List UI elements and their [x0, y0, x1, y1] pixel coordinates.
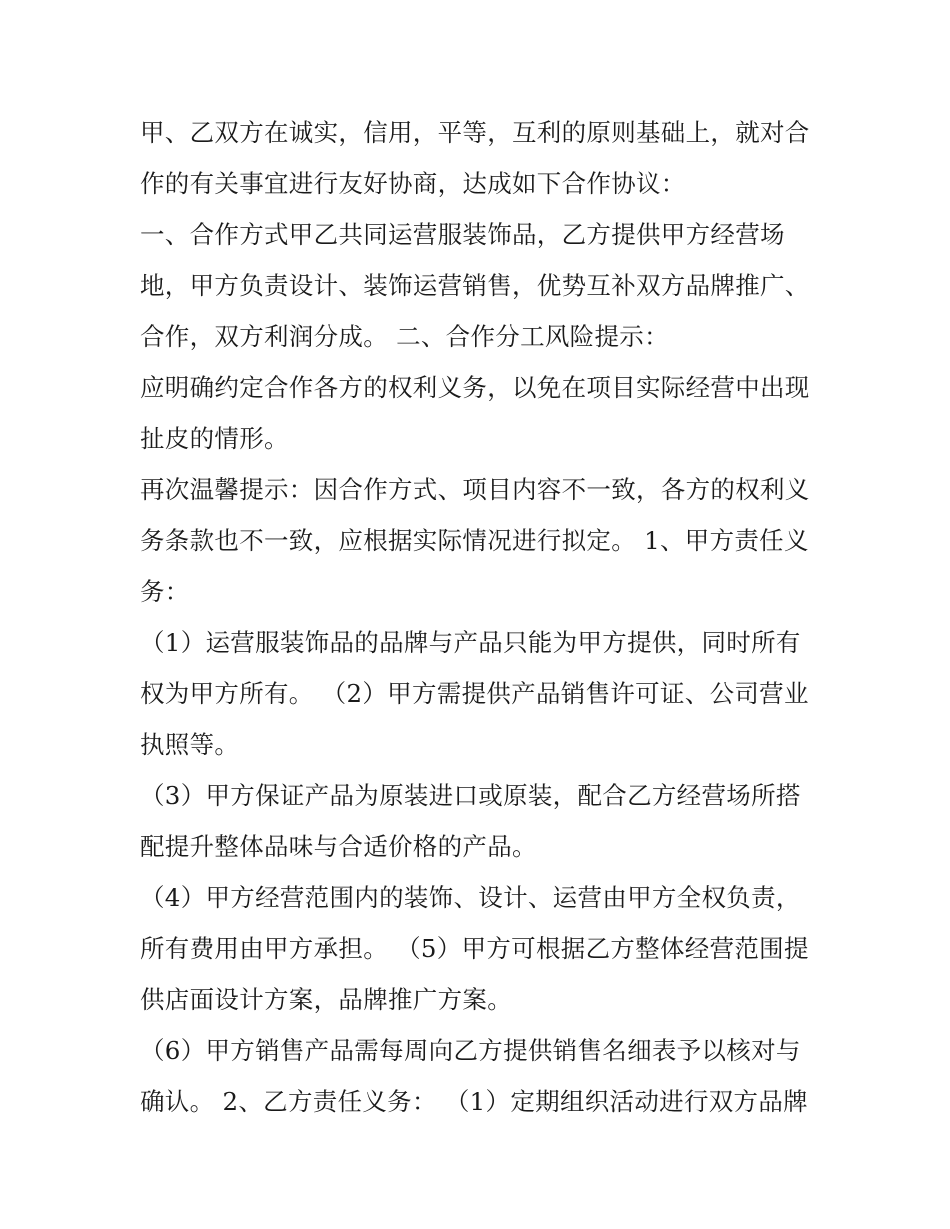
text-line-9: 务条款也不一致，应根据实际情况进行拟定。 1、甲方责任义	[140, 526, 809, 555]
text-line-18: 供店面设计方案，品牌推广方案。	[140, 985, 512, 1014]
text-line-14: （3）甲方保证产品为原装进口或原装，配合乙方经营场所搭	[140, 781, 801, 810]
text-line-15: 配提升整体品味与合适价格的产品。	[140, 832, 537, 861]
text-line-3: 一、合作方式甲乙共同运营服装饰品，乙方提供甲方经营场	[140, 220, 785, 249]
text-line-17: 所有费用由甲方承担。 （5）甲方可根据乙方整体经营范围提	[140, 934, 809, 963]
text-line-11: （1）运营服装饰品的品牌与产品只能为甲方提供，同时所有	[140, 628, 801, 657]
text-line-6: 应明确约定合作各方的权利义务，以免在项目实际经营中出现	[140, 373, 810, 402]
text-line-5: 合作，双方利润分成。 二、合作分工风险提示：	[140, 322, 669, 351]
agreement-body-text	[140, 107, 820, 1127]
text-line-8: 再次温馨提示：因合作方式、项目内容不一致，各方的权利义	[140, 475, 810, 504]
text-line-1: 甲、乙双方在诚实，信用，平等，互利的原则基础上，就对合	[140, 118, 810, 147]
text-line-13: 执照等。	[140, 730, 240, 759]
text-line-19: （6）甲方销售产品需每周向乙方提供销售名细表予以核对与	[140, 1036, 801, 1065]
text-line-7: 扯皮的情形。	[140, 424, 289, 453]
text-line-2: 作的有关事宜进行友好协商，达成如下合作协议：	[140, 169, 686, 198]
text-line-20: 确认。 2、乙方责任义务： （1）定期组织活动进行双方品牌	[140, 1087, 808, 1116]
text-line-16: （4）甲方经营范围内的装饰、设计、运营由甲方全权负责，	[140, 883, 801, 912]
text-line-4: 地，甲方负责设计、装饰运营销售，优势互补双方品牌推广、	[140, 271, 810, 300]
text-line-10: 务：	[140, 577, 190, 606]
text-line-12: 权为甲方所有。 （2）甲方需提供产品销售许可证、公司营业	[140, 679, 809, 708]
